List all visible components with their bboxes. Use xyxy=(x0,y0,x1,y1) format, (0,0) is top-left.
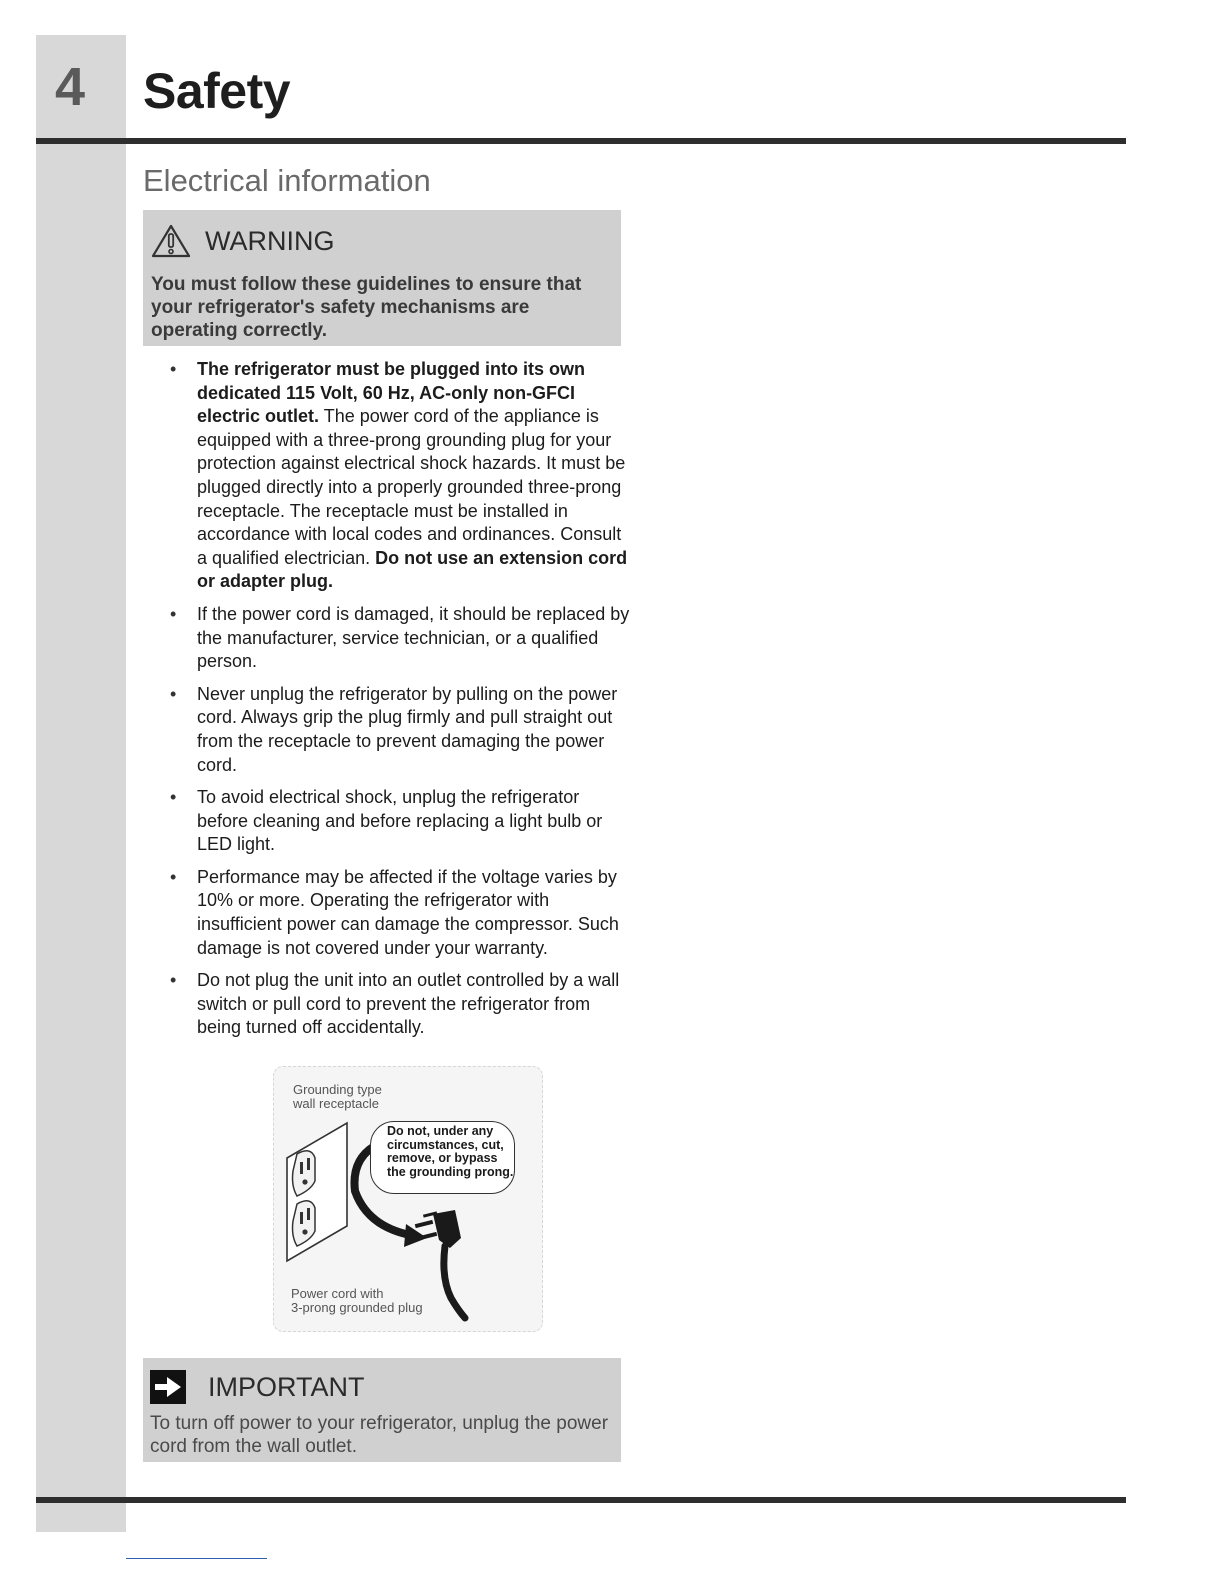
warning-label: WARNING xyxy=(205,225,335,256)
callout-text: Do not, under any circumstances, cut, remove, or bypass the grounding prong. xyxy=(387,1124,514,1179)
important-box xyxy=(143,1358,621,1462)
section-title: Electrical information xyxy=(143,163,431,198)
important-arrow-icon xyxy=(150,1370,186,1404)
wall-receptacle-icon xyxy=(287,1123,347,1261)
safety-bullet-list xyxy=(170,358,630,1049)
list-item xyxy=(170,358,630,594)
receptacle-label-line-2: wall receptacle xyxy=(293,1096,379,1111)
cord-label-line-2: 3-prong grounded plug xyxy=(291,1300,423,1315)
chapter-side-bar xyxy=(36,35,126,1532)
warning-header xyxy=(151,224,335,258)
chapter-number: 4 xyxy=(54,57,86,117)
bullet-text: To avoid electrical shock, unplug the refrigerator before cleaning and before replacing a light bulb or LED light. xyxy=(197,787,603,855)
bullet-bold-end: Do not use an extension cord or adapter plug. xyxy=(197,547,628,592)
warning-triangle-icon xyxy=(151,224,191,258)
footer-link-underline xyxy=(126,1558,267,1559)
bullet-bold-lead: The refrigerator must be plugged into its own dedicated 115 Volt, 60 Hz, AC-only non-GFCI electric outlet. xyxy=(197,359,586,427)
bullet-text: The power cord of the appliance is equipped with a three-prong grounding plug for your protection against electrical shock hazards. It must be plugged directly into a properly grounded three-prong receptacle. The receptacle must be installed in accordance with local codes and ordinances. Consult a qualified electrician. xyxy=(197,406,626,568)
important-label: IMPORTANT xyxy=(208,1371,365,1402)
warning-box xyxy=(143,210,621,346)
footer-divider xyxy=(36,1497,1126,1503)
header-divider xyxy=(36,138,1126,144)
warning-text: You must follow these guidelines to ensure that your refrigerator's safety mechanisms are operating correctly. xyxy=(151,274,582,341)
page-title: Safety xyxy=(143,63,291,119)
list-item xyxy=(170,683,630,777)
list-item xyxy=(170,786,630,857)
list-item xyxy=(170,603,630,674)
list-item xyxy=(170,969,630,1040)
bullet-text: If the power cord is damaged, it should be replaced by the manufacturer, service technician, or a qualified person. xyxy=(197,603,630,672)
receptacle-label-line-1: Grounding type xyxy=(293,1082,382,1097)
important-header xyxy=(150,1370,365,1404)
grounding-callout xyxy=(370,1121,515,1194)
cord-label-line-1: Power cord with xyxy=(291,1286,384,1301)
bullet-text: Do not plug the unit into an outlet controlled by a wall switch or pull cord to prevent the refrigerator from being turned off accidentally. xyxy=(197,970,620,1038)
list-item xyxy=(170,866,630,960)
important-text: To turn off power to your refrigerator, unplug the power cord from the wall outlet. xyxy=(150,1413,609,1457)
grounding-plug-figure xyxy=(273,1066,543,1332)
bullet-text: Never unplug the refrigerator by pulling on the power cord. Always grip the plug firmly and pull straight out from the receptacle to prevent damaging the power cord. xyxy=(197,683,618,775)
bullet-text: Performance may be affected if the voltage varies by 10% or more. Operating the refrigerator with insufficient power can damage the compressor. Such damage is not covered under your warranty. xyxy=(197,866,619,958)
